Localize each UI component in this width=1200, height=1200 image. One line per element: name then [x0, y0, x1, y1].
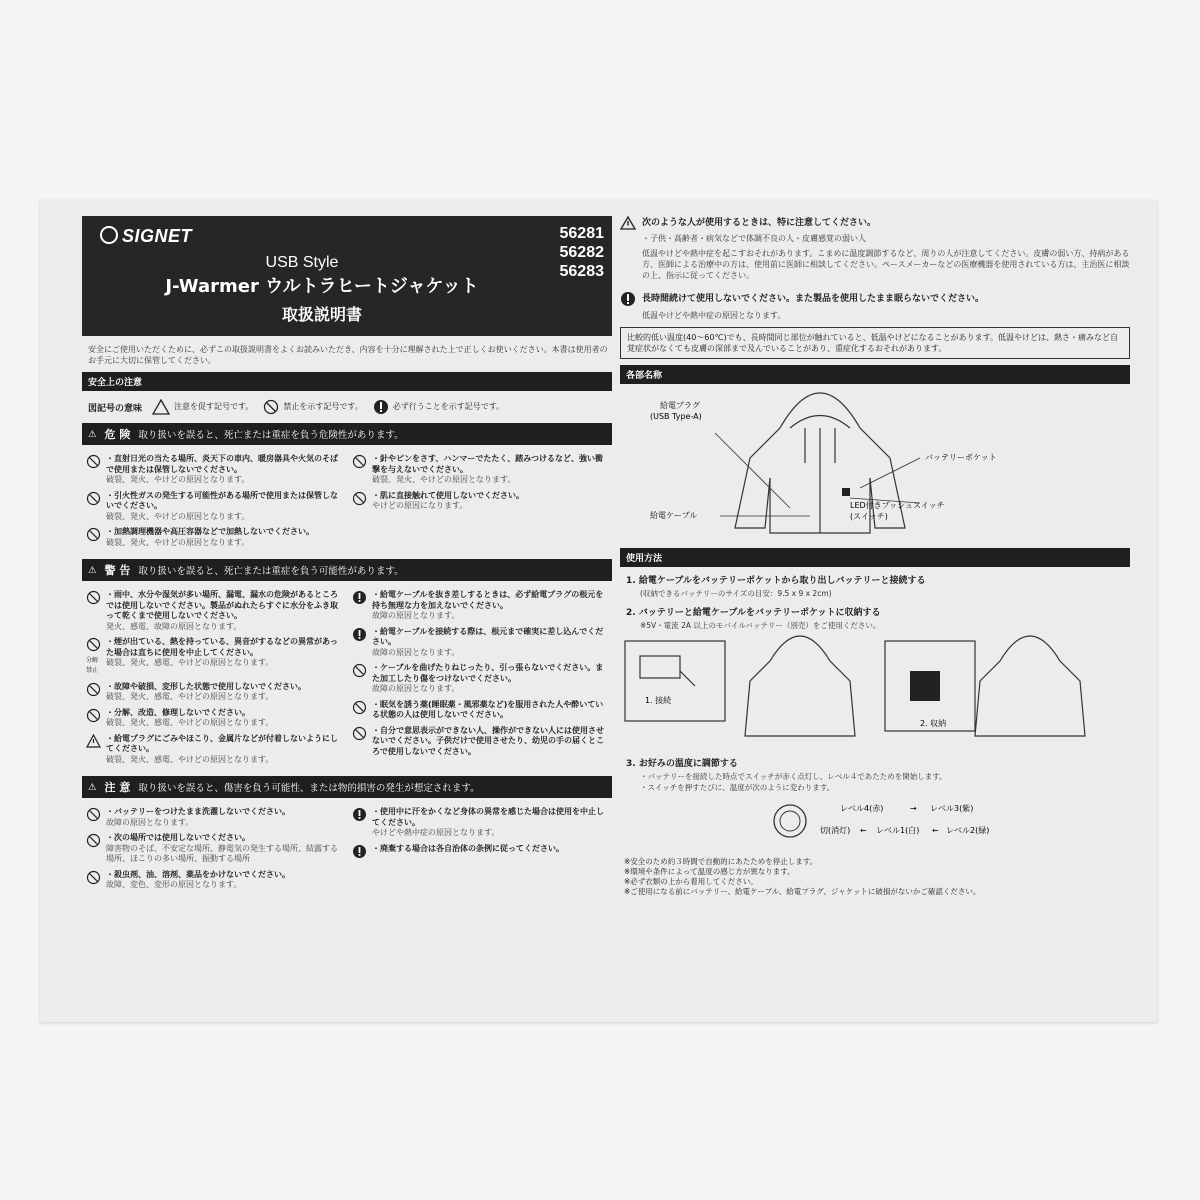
level-1-label: レベル1(白)	[876, 826, 920, 835]
safety-item-text: ・給電ケーブルを接続する際は、根元まで確実に差し込んでください。	[372, 626, 604, 646]
safety-item-text: ・雨中、水分や湿気が多い場所、漏電、漏水の危険があるところでは使用しないでください。製品がぬれたらすぐに水分をふき取って乾くまで使用しないでください。	[106, 590, 338, 620]
safety-item-sub: 破裂、発火、感電、やけどの原因となります。	[106, 718, 274, 727]
note-1: ※安全のため約３時間で自動的にあたためを停止します。	[624, 857, 818, 866]
safety-item-text: ・バッテリーをつけたまま洗濯しないでください。	[106, 807, 290, 816]
mandatory-icon	[352, 590, 367, 605]
safety-item-text: ・直射日光の当たる場所、炎天下の車内、暖房器具や火気のそばで使用または保管しないでください。	[106, 454, 338, 474]
prohibit-icon	[352, 663, 367, 678]
product-title: J-Warmer ウルトラヒートジャケット	[165, 276, 479, 297]
safety-item-text: ・煙が出ている、熱を持っている、異音がするなどの異常があった場合は直ちに使用を中止してください。	[106, 637, 338, 657]
step-3-a: ・バッテリーを接続した時点でスイッチが赤く点灯し、レベル４であたためを開始します。	[640, 772, 947, 781]
safety-item-sub: やけどや熱中症の原因となります。	[372, 828, 500, 837]
danger-desc: 取り扱いを誤ると、死亡または重症を負う危険性があります。	[138, 430, 404, 441]
level-2-label: レベル2(緑)	[946, 826, 990, 835]
usage-figures	[620, 631, 1130, 746]
safety-item	[352, 627, 608, 659]
switch-sub-label: (スイッチ)	[850, 512, 888, 521]
warning-triangle-icon: ⚠	[88, 564, 97, 576]
model-number: 56282	[559, 244, 604, 261]
prohibit-icon	[86, 590, 101, 605]
safety-item	[352, 844, 608, 863]
safety-item-sub: 破裂、発火、やけどの原因となります。	[106, 475, 250, 484]
safety-item-text: ・加熱調理機器や高圧容器などで加熱しないでください。	[106, 527, 314, 536]
safety-item-text: ・分解、改造、修理しないでください。	[106, 707, 250, 717]
safety-item-text: ・殺虫剤、油、溶剤、薬品をかけないでください。	[106, 869, 290, 879]
level-4-label: レベル4(赤)	[840, 804, 884, 813]
warning-triangle-icon: ⚠	[88, 428, 97, 440]
danger-items	[82, 449, 612, 553]
warning-items	[82, 585, 612, 770]
safety-item	[352, 700, 608, 721]
caution-tag: 注 意	[104, 781, 131, 794]
step-1-sub: (収納できるバッテリーのサイズの目安：9.5 x 9 x 2cm)	[640, 589, 832, 598]
safety-item	[352, 454, 608, 486]
safety-item-text: ・使用中に汗をかくなど身体の異常を感じた場合は使用を中止してください。	[372, 807, 604, 827]
attention-sub: ・子供・高齢者・病気などで体調不良の人・皮膚感覚の弱い人	[642, 234, 866, 243]
safety-item	[86, 682, 342, 703]
note-3: ※必ず衣類の上から着用してください。	[624, 877, 758, 886]
switch-mark	[842, 488, 850, 496]
brand-logo: SIGNET	[100, 226, 192, 247]
safety-item-text: ・眠気を誘う薬(睡眠薬・風邪薬など)を服用された人や酔いている状態の人は使用しないでください。	[372, 699, 604, 719]
safety-item-sub: 故障の原因となります。	[372, 684, 460, 693]
right-page	[620, 216, 1130, 897]
safety-item	[86, 491, 342, 523]
prohibit-icon	[263, 399, 279, 415]
warning-heading	[82, 559, 612, 581]
safety-item-text: ・給電プラグにごみやほこり、金属片などが付着しないようにしてください。	[106, 733, 338, 753]
disassemble-label: 分解禁止	[86, 656, 99, 674]
attention-section	[620, 216, 1130, 281]
safety-item-sub: 故障の原因となります。	[106, 817, 194, 827]
safety-item-text: ・ケーブルを曲げたりねじったり、引っ張らないでください。また加工したり傷をつけないでください。	[372, 663, 604, 683]
mandatory-symbol-text: 必ず行うことを示す記号です。	[392, 402, 505, 411]
low-temp-burn-box: 比較的低い温度(40〜60℃)でも、長時間同じ部位が触れていると、低温やけどになることがあります。低温やけどは、熱さ・痛みなど自覚症状がなくても皮膚の深部まで及んでいることがあり、重症化するおそれがあります。	[620, 327, 1130, 359]
safety-item-sub: 破裂、発火、やけどの原因となります。	[106, 537, 250, 547]
step-3-b: ・スイッチを押すたびに、温度が次のように変わります。	[640, 783, 835, 792]
caution-items	[82, 802, 612, 896]
safety-item-sub: 破裂、発火、感電、やけどの原因となります。	[106, 692, 274, 701]
safety-item-text: ・給電ケーブルを抜き差しするときは、必ず給電プラグの根元を持ち無理な力を加えないでください。	[372, 590, 604, 610]
caution-heading	[82, 776, 612, 798]
leader-line	[860, 458, 920, 488]
safety-item-sub: 障害物のそば、不安定な場所、静電気の発生する場所、結露する場所、ほこりの多い場所、振動する場所	[106, 843, 338, 863]
prohibit-icon	[86, 870, 101, 885]
safety-item-text: ・肌に直接触れて使用しないでください。	[372, 490, 524, 500]
fig-1-label: 1. 接続	[645, 696, 672, 705]
safety-item	[86, 833, 342, 865]
parts-diagram	[620, 388, 1130, 538]
prohibit-icon	[86, 708, 101, 723]
safety-item-text: ・次の場所では使用しないでください。	[106, 833, 250, 842]
safety-item-sub: 故障の原因となります。	[372, 647, 460, 657]
long-use-section	[620, 291, 1130, 321]
safety-item	[86, 590, 342, 632]
instruction-sheet	[40, 200, 1157, 1022]
arrow-right-icon: →	[910, 804, 917, 813]
safety-item	[86, 807, 342, 828]
warning-triangle-icon: ⚠	[88, 781, 97, 793]
safety-item	[86, 734, 342, 766]
prohibit-symbol-text: 禁止を示す記号です。	[283, 402, 363, 411]
intro-text: 安全にご使用いただくために、必ずこの取扱説明書をよくお読みいただき、内容を十分に理解された上で正しくお使いください。本書は使用者のお手元に大切に保管してください。	[88, 345, 608, 365]
safety-item-sub: 破裂、発火、感電、やけどの原因となります。	[106, 658, 274, 667]
safety-item-text: ・引火性ガスの発生する可能性がある場所で使用または保管しないでください。	[106, 490, 338, 510]
note-4: ※ご使用になる前にバッテリー、給電ケーブル、給電プラグ、ジャケットに破損がないかご確認ください。	[624, 887, 981, 896]
step-3: 3. お好みの温度に調節する	[626, 759, 738, 769]
prohibit-icon	[86, 833, 101, 848]
level-cycle-diagram	[620, 793, 1130, 853]
long-use-sub: 低温やけどや熱中症の原因となります。	[642, 311, 786, 320]
push-switch-icon	[780, 811, 800, 831]
prohibit-icon	[352, 454, 367, 469]
safety-item-text: ・自分で意思表示ができない人、操作ができない人には使用させないでください。子供だけで使用させたり、幼児の手の届くところで使用しないでください。	[372, 725, 604, 756]
step-2-sub: ※5V・電流 2A 以上のモバイルバッテリー（別売）をご使用ください。	[640, 621, 881, 630]
safety-item-text: ・廃棄する場合は各自治体の条例に従ってください。	[372, 843, 564, 853]
model-numbers	[560, 224, 605, 281]
fig-2-label: 2. 収納	[920, 719, 947, 728]
level-3-label: レベル3(紫)	[930, 804, 974, 813]
danger-heading	[82, 423, 612, 445]
caution-triangle-icon	[86, 734, 101, 748]
safety-item-sub: 破裂、発火、やけどの原因となります。	[372, 475, 516, 484]
prohibit-icon	[86, 491, 101, 506]
safety-item	[86, 637, 342, 677]
safety-item	[352, 491, 608, 512]
legend-label: 図記号の意味	[88, 403, 143, 414]
model-number: 56281	[559, 225, 604, 242]
warning-tag: 警 告	[104, 564, 131, 577]
safety-item	[86, 527, 342, 548]
battery-stored-mark	[910, 671, 940, 701]
caution-desc: 取り扱いを誤ると、傷害を負う可能性、または物的損害の発生が想定されます。	[138, 783, 480, 794]
mandatory-icon	[373, 399, 389, 415]
push-switch-icon	[774, 805, 806, 837]
caution-triangle-icon	[620, 216, 636, 230]
plug-type-label: (USB Type-A)	[650, 412, 702, 421]
safety-item	[352, 590, 608, 622]
mandatory-icon	[620, 291, 636, 307]
left-page	[82, 216, 612, 896]
model-number: 56283	[559, 263, 604, 280]
switch-label: LED付きプッシュスイッチ	[850, 501, 945, 510]
cable-label: 給電ケーブル	[650, 511, 698, 520]
mandatory-icon	[352, 807, 367, 822]
safety-item-sub: やけどの原因になります。	[372, 501, 468, 510]
safety-item-sub: 故障の原因となります。	[372, 611, 460, 620]
long-use-title: 長時間続けて使用しないでください。また製品を使用したまま眠らないでください。	[642, 293, 985, 304]
prohibit-icon	[86, 682, 101, 697]
off-label: 切(消灯)	[820, 826, 851, 835]
prohibit-icon	[86, 807, 101, 822]
mandatory-icon	[352, 844, 367, 859]
parts-heading: 各部名称	[620, 365, 1130, 384]
step-1: 1. 給電ケーブルをバッテリーポケットから取り出しバッテリーと接続する	[626, 576, 926, 586]
safety-item	[352, 807, 608, 839]
caution-triangle-icon	[152, 399, 170, 415]
arrow-left-icon: ←	[932, 826, 939, 835]
step-2: 2. バッテリーと給電ケーブルをバッテリーポケットに収納する	[626, 608, 881, 618]
safety-item	[352, 663, 608, 695]
danger-tag: 危 険	[104, 428, 131, 441]
prohibit-icon	[352, 491, 367, 506]
prohibit-icon	[352, 700, 367, 715]
header-banner	[82, 216, 612, 336]
plug-label: 給電プラグ	[660, 401, 700, 410]
prohibit-icon	[352, 726, 367, 741]
note-2: ※環境や条件によって温度の感じ方が異なります。	[624, 867, 795, 876]
warning-desc: 取り扱いを誤ると、死亡または重症を負う可能性があります。	[138, 566, 404, 577]
attention-title: 次のような人が使用するときは、特に注意してください。	[642, 217, 877, 228]
safety-item	[86, 454, 342, 486]
pocket-label: バッテリーポケット	[925, 453, 997, 462]
connect-figure	[625, 636, 855, 736]
caution-symbol-text: 注意を促す記号です。	[174, 402, 254, 411]
safety-item	[352, 726, 608, 758]
safety-item-sub: 破裂、発火、感電、やけどの原因となります。	[106, 754, 274, 764]
safety-item-text: ・故障や破損、変形した状態で使用しないでください。	[106, 681, 306, 691]
safety-item-sub: 発火、感電、故障の原因となります。	[106, 621, 242, 631]
prohibit-icon	[86, 637, 101, 652]
safety-heading: 安全上の注意	[82, 372, 612, 391]
arrow-left-icon: ←	[860, 826, 867, 835]
mandatory-icon	[352, 627, 367, 642]
usage-heading: 使用方法	[620, 548, 1130, 567]
leader-line	[715, 433, 790, 508]
safety-item-sub: 破裂、発火、やけどの原因となります。	[106, 511, 250, 521]
safety-item-sub: 故障、変色、変形の原因となります。	[106, 880, 242, 889]
prohibit-icon	[86, 454, 101, 469]
product-style: USB Style	[265, 254, 339, 271]
safety-item-text: ・針やピンをさす、ハンマーでたたく、踏みつけるなど、強い衝撃を与えないでください。	[372, 454, 604, 474]
safety-item	[86, 708, 342, 729]
prohibit-icon	[86, 527, 101, 542]
safety-item	[86, 870, 342, 891]
attention-body: 低温やけどや熱中症を起こすおそれがあります。こまめに温度調節するなど、周りの人が注意してください。皮膚の弱い方、持病がある方、医師による治療中の方は、使用前に医師に相談してください。ペースメーカーなどの医療機器を使用されている方は、主治医に相談の上、指示に従ってください。	[642, 249, 1130, 280]
symbol-legend	[88, 399, 606, 415]
manual-title: 取扱説明書	[281, 305, 362, 324]
